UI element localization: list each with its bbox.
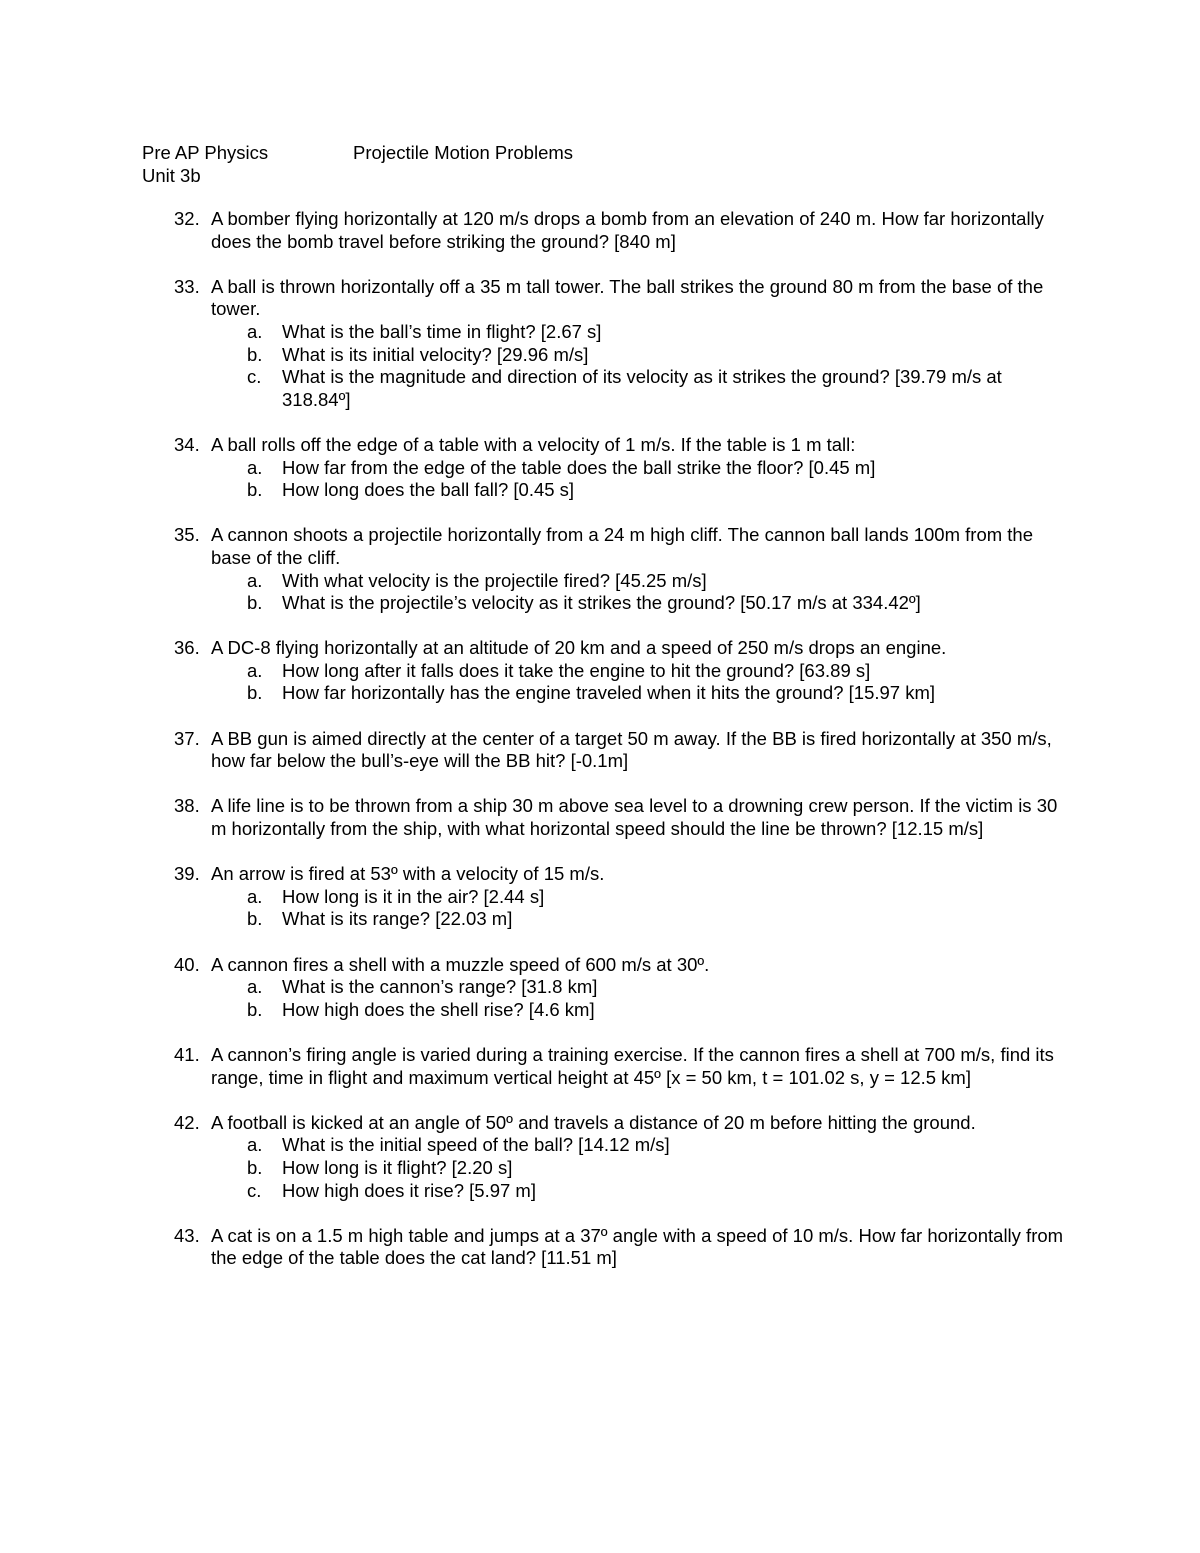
sub-question-list — [247, 660, 1064, 705]
problem-text: A DC-8 flying horizontally at an altitude of 20 km and a speed of 250 m/s drops an engine. — [211, 637, 947, 659]
sub-question-letter: a. — [247, 1134, 263, 1156]
sub-question — [247, 479, 1064, 502]
problem-number: 38. — [174, 795, 200, 817]
sub-question — [247, 344, 1064, 367]
problem-number: 36. — [174, 637, 200, 659]
problem-text: A cannon’s firing angle is varied during a training exercise. If the cannon fires a shell at 700 m/s, find its range, time in flight and maximum vertical height at 45º [x = 50 km, t = 101.02 s, y = 12.5 km] — [211, 1043, 1054, 1088]
sub-question-text: What is the magnitude and direction of its velocity as it strikes the ground? [39.79 m/s at 318.84º] — [282, 366, 1002, 410]
problem-41 — [174, 1044, 1064, 1089]
sub-question — [247, 886, 1064, 909]
problem-38 — [174, 795, 1064, 840]
sub-question-text: What is the cannon’s range? [31.8 km] — [282, 976, 598, 998]
sub-question-text: How long after it falls does it take the engine to hit the ground? [63.89 s] — [282, 659, 871, 681]
sub-question-text: What is its initial velocity? [29.96 m/s] — [282, 343, 589, 365]
sub-question-text: How high does the shell rise? [4.6 km] — [282, 998, 595, 1020]
sub-question-letter: a. — [247, 569, 263, 591]
sub-question-list — [247, 1134, 1064, 1202]
sub-question — [247, 321, 1064, 344]
sub-question-letter: b. — [247, 1156, 263, 1178]
sub-question-letter: c. — [247, 366, 262, 388]
problem-text: A cat is on a 1.5 m high table and jumps at a 37º angle with a speed of 10 m/s. How far horizontally from the edge of the table does the cat land? [11.51 m] — [211, 1224, 1064, 1269]
sub-question-letter: a. — [247, 976, 263, 998]
problem-number: 34. — [174, 433, 200, 455]
sub-question-letter: b. — [247, 682, 263, 704]
sub-question — [247, 682, 1064, 705]
sub-question — [247, 570, 1064, 593]
problem-text: A ball is thrown horizontally off a 35 m tall tower. The ball strikes the ground 80 m from the base of the tower. — [211, 275, 1044, 320]
sub-question-list — [247, 976, 1064, 1021]
problem-43 — [174, 1225, 1064, 1270]
problem-text: A bomber flying horizontally at 120 m/s drops a bomb from an elevation of 240 m. How far horizontally does the bomb travel before striking the ground? [840 m] — [211, 208, 1044, 252]
sub-question-letter: b. — [247, 479, 263, 501]
sub-question-text: What is the ball’s time in flight? [2.67 s] — [282, 320, 602, 342]
problem-number: 35. — [174, 524, 200, 546]
sub-question-letter: b. — [247, 998, 263, 1020]
problem-number: 41. — [174, 1043, 200, 1065]
sub-question-text: How high does it rise? [5.97 m] — [282, 1179, 536, 1201]
worksheet-title: Projectile Motion Problems — [353, 142, 574, 163]
sub-question — [247, 908, 1064, 931]
problem-number: 33. — [174, 275, 200, 297]
sub-question-text: How long is it flight? [2.20 s] — [282, 1156, 513, 1178]
sub-question-letter: b. — [247, 592, 263, 614]
problem-39 — [174, 863, 1064, 931]
problem-text: A cannon shoots a projectile horizontally from a 24 m high cliff. The cannon ball lands 100m from the base of the cliff. — [211, 524, 1034, 568]
problem-list — [174, 208, 1064, 1293]
problem-text: A cannon fires a shell with a muzzle speed of 600 m/s at 30º. — [211, 953, 710, 975]
problem-number: 32. — [174, 208, 200, 229]
sub-question-letter: a. — [247, 320, 263, 342]
problem-text: A football is kicked at an angle of 50º and travels a distance of 20 m before hitting the ground. — [211, 1111, 976, 1133]
problem-text: An arrow is fired at 53º with a velocity of 15 m/s. — [211, 863, 605, 885]
problem-36 — [174, 637, 1064, 705]
problem-number: 42. — [174, 1111, 200, 1133]
sub-question — [247, 366, 1064, 411]
sub-question-text: What is its range? [22.03 m] — [282, 908, 513, 930]
sub-question — [247, 1180, 1064, 1203]
problem-number: 37. — [174, 727, 200, 749]
sub-question-text: What is the projectile’s velocity as it strikes the ground? [50.17 m/s at 334.42º] — [282, 592, 921, 614]
problem-37 — [174, 728, 1064, 773]
sub-question-list — [247, 886, 1064, 931]
sub-question — [247, 457, 1064, 480]
course-name: Pre AP Physics — [142, 142, 269, 163]
problem-number: 40. — [174, 953, 200, 975]
problem-33 — [174, 276, 1064, 412]
problem-text: A BB gun is aimed directly at the center of a target 50 m away. If the BB is fired horizontally at 350 m/s, how far below the bull’s-eye will the BB hit? [-0.1m] — [211, 727, 1052, 772]
page-header — [142, 141, 573, 187]
problem-number: 39. — [174, 863, 200, 885]
sub-question — [247, 592, 1064, 615]
sub-question-letter: a. — [247, 659, 263, 681]
sub-question-text: How far from the edge of the table does the ball strike the floor? [0.45 m] — [282, 456, 876, 478]
sub-question-letter: c. — [247, 1179, 262, 1201]
sub-question-letter: b. — [247, 908, 263, 930]
problem-32 — [174, 208, 1064, 253]
problem-text: A life line is to be thrown from a ship 30 m above sea level to a drowning crew person. If the victim is 30 m horizontally from the ship, with what horizontal speed should the line be thrown? [12.15 m/s] — [211, 795, 1058, 840]
problem-42 — [174, 1112, 1064, 1202]
sub-question-letter: a. — [247, 456, 263, 478]
problem-34 — [174, 434, 1064, 502]
sub-question-list — [247, 457, 1064, 502]
sub-question-text: What is the initial speed of the ball? [14.12 m/s] — [282, 1134, 670, 1156]
sub-question — [247, 660, 1064, 683]
sub-question — [247, 1134, 1064, 1157]
sub-question — [247, 999, 1064, 1022]
problem-35 — [174, 524, 1064, 614]
problem-number: 43. — [174, 1224, 200, 1246]
problem-40 — [174, 954, 1064, 1022]
sub-question-letter: a. — [247, 885, 263, 907]
sub-question-text: With what velocity is the projectile fired? [45.25 m/s] — [282, 569, 707, 591]
problem-text: A ball rolls off the edge of a table with a velocity of 1 m/s. If the table is 1 m tall: — [211, 433, 856, 455]
sub-question-list — [247, 321, 1064, 411]
sub-question-text: How long is it in the air? [2.44 s] — [282, 885, 545, 907]
sub-question — [247, 976, 1064, 999]
sub-question-text: How long does the ball fall? [0.45 s] — [282, 479, 575, 501]
unit-label: Unit 3b — [142, 165, 201, 186]
sub-question-list — [247, 570, 1064, 615]
sub-question-text: How far horizontally has the engine traveled when it hits the ground? [15.97 km] — [282, 682, 936, 704]
sub-question-letter: b. — [247, 343, 263, 365]
sub-question — [247, 1157, 1064, 1180]
